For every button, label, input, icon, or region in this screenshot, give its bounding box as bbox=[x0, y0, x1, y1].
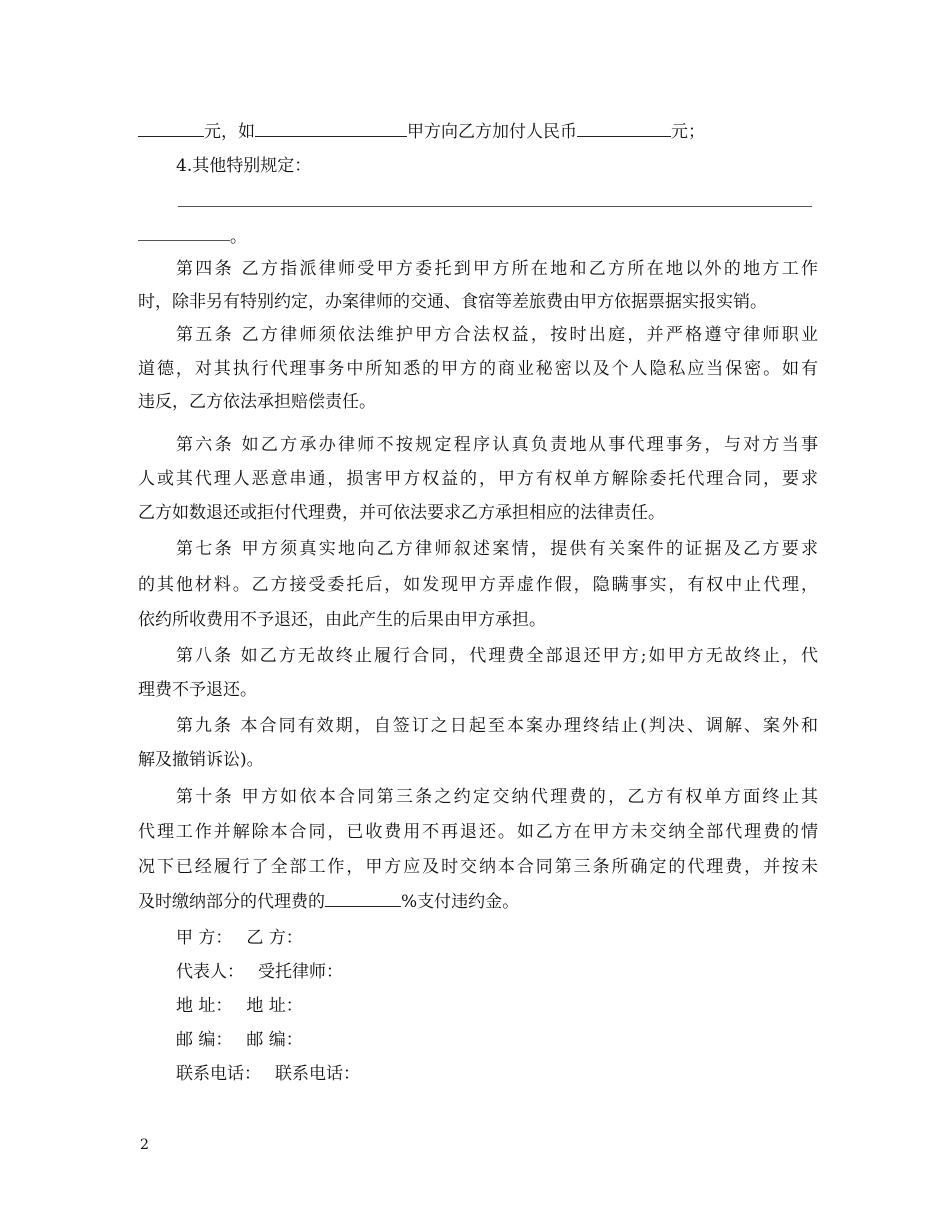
article-7-line-1: 第七条 甲方须真实地向乙方律师叙述案情，提供有关案件的证据及乙方要求 bbox=[176, 539, 818, 559]
article-8-line-2: 理费不予退还。 bbox=[138, 680, 257, 700]
text-segment: %支付违约金。 bbox=[401, 892, 520, 912]
text-segment: 甲方向乙方加付人民币 bbox=[407, 122, 577, 142]
address-label-a: 地 址： bbox=[176, 996, 233, 1016]
blank-rule bbox=[178, 206, 812, 207]
page-number: 2 bbox=[140, 1137, 149, 1153]
article-6-line-2: 人或其代理人恶意串通，损害甲方权益的，甲方有权单方解除委托代理合同，要求 bbox=[138, 469, 818, 489]
attorney-label: 受托律师： bbox=[258, 962, 343, 982]
article-7-line-3: 依约所收费用不予退还，由此产生的后果由甲方承担。 bbox=[138, 610, 546, 630]
fee-continuation-line bbox=[138, 120, 818, 143]
article-8-line-1: 第八条 如乙方无故终止履行合同，代理费全部退还甲方;如甲方无故终止，代 bbox=[176, 646, 818, 666]
text-segment: 元，如 bbox=[204, 122, 255, 142]
phone-label-a: 联系电话： bbox=[176, 1064, 261, 1084]
article-9-line-1: 第九条 本合同有效期，自签订之日起至本案办理终结止(判决、调解、案外和 bbox=[176, 716, 818, 736]
article-9-line-2: 解及撤销诉讼)。 bbox=[138, 750, 264, 770]
item4-end-line bbox=[138, 226, 818, 248]
blank-field bbox=[325, 890, 401, 907]
text-segment: 及时缴纳部分的代理费的 bbox=[138, 892, 325, 912]
article-4-line-1: 第四条 乙方指派律师受甲方委托到甲方所在地和乙方所在地以外的地方工作 bbox=[176, 259, 818, 279]
signature-row-postcode bbox=[176, 1029, 818, 1051]
text-segment: 元； bbox=[671, 122, 705, 142]
signature-row-representative bbox=[176, 961, 818, 983]
article-4-line-2: 时，除非另有特别约定，办案律师的交通、食宿等差旅费由甲方依据票据实报实销。 bbox=[138, 292, 767, 312]
address-label-b: 地 址： bbox=[246, 996, 303, 1016]
article-7-line-2: 的其他材料。乙方接受委托后，如发现甲方弄虚作假，隐瞒事实，有权中止代理， bbox=[138, 575, 818, 595]
article-10-line-4 bbox=[138, 890, 818, 913]
item4-heading: 4.其他特别规定： bbox=[176, 156, 312, 176]
text-segment: 。 bbox=[230, 227, 247, 247]
article-10-line-1: 第十条 甲方如依本合同第三条之约定交纳代理费的，乙方有权单方面终止其 bbox=[176, 787, 818, 807]
postcode-label-a: 邮 编： bbox=[176, 1030, 233, 1050]
article-10-line-3: 况下已经履行了全部工作，甲方应及时交纳本合同第三条所确定的代理费，并按未 bbox=[138, 857, 818, 877]
article-6-line-1: 第六条 如乙方承办律师不按规定程序认真负责地从事代理事务，与对方当事 bbox=[176, 435, 818, 455]
party-a-label: 甲 方： bbox=[176, 928, 233, 948]
signature-row-party bbox=[176, 927, 818, 949]
signature-row-address bbox=[176, 995, 818, 1017]
article-6-line-3: 乙方如数退还或拒付代理费，并可依法要求乙方承担相应的法律责任。 bbox=[138, 503, 665, 523]
postcode-label-b: 邮 编： bbox=[246, 1030, 303, 1050]
article-5-line-1: 第五条 乙方律师须依法维护甲方合法权益，按时出庭，并严格遵守律师职业 bbox=[176, 325, 818, 345]
blank-field bbox=[138, 120, 204, 137]
phone-label-b: 联系电话： bbox=[275, 1064, 360, 1084]
article-10-line-2: 代理工作并解除本合同，已收费用不再退还。如乙方在甲方未交纳全部代理费的情 bbox=[138, 822, 818, 842]
blank-field bbox=[255, 120, 407, 137]
blank-field bbox=[577, 120, 671, 137]
article-5-line-2: 道德，对其执行代理事务中所知悉的甲方的商业秘密以及个人隐私应当保密。如有 bbox=[138, 359, 818, 379]
signature-row-phone bbox=[176, 1063, 818, 1085]
blank-rule bbox=[138, 240, 230, 241]
article-5-line-3: 违反，乙方依法承担赔偿责任。 bbox=[138, 392, 376, 412]
party-b-label: 乙 方： bbox=[246, 928, 303, 948]
representative-label: 代表人： bbox=[176, 962, 244, 982]
